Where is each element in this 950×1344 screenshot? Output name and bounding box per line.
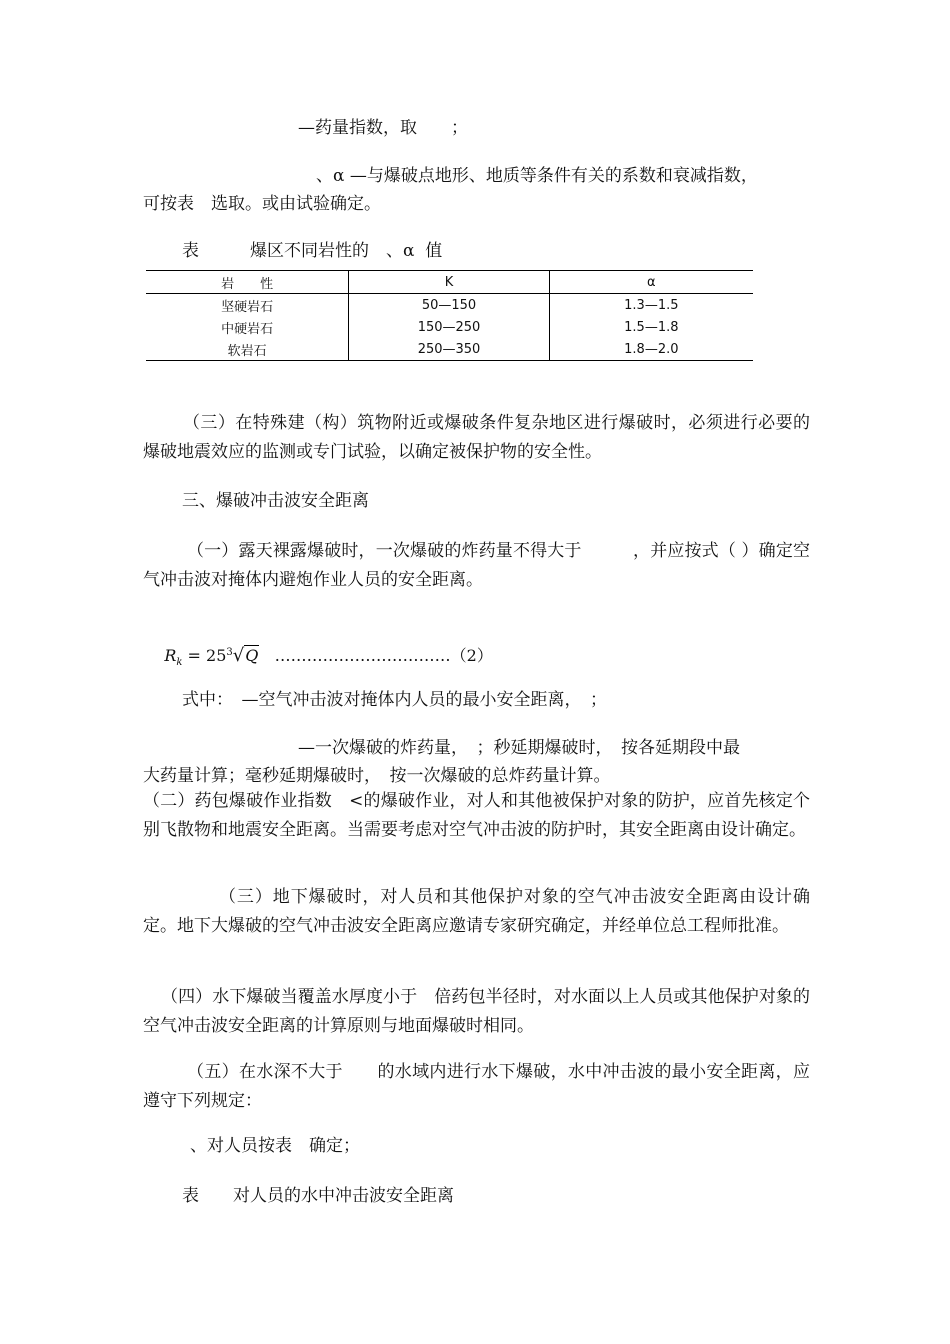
paragraph: （三）地下爆破时，对人员和其他保护对象的空气冲击波安全距离由设计确定。地下大爆破的空气冲击波安全距离应邀请专家研究确定，并经单位总工程师批准。 bbox=[143, 887, 810, 936]
paragraph: （二）药包爆破作业指数 <的爆破作业，对人和其他被保护对象的防护，应首先核定个别飞散物和地震安全距离。当需要考虑对空气冲击波的防护时，其安全距离由设计确定。 bbox=[143, 791, 810, 840]
formula-coefficient: = 25 bbox=[182, 646, 227, 665]
paragraph: （一）露天裸露爆破时，一次爆破的炸药量不得大于 ，并应按式（ ）确定空气冲击波对掩体内避炮作业人员的安全距离。 bbox=[143, 541, 810, 590]
radical-sign: √ bbox=[232, 645, 245, 666]
text-line: —一次爆破的炸药量， ；秒延期爆破时， 按各延期段中最 bbox=[298, 738, 740, 758]
formula-radicand: Q bbox=[245, 646, 259, 665]
text-line: 可按表 选取。或由试验确定。 bbox=[143, 194, 381, 214]
table-cell: 1.3—1.5 bbox=[549, 294, 753, 317]
table-header-cell: 岩 性 bbox=[146, 271, 349, 294]
formula-symbol: R bbox=[164, 646, 177, 665]
table-caption: 表 对人员的水中冲击波安全距离 bbox=[182, 1186, 454, 1206]
text-line: 大药量计算；毫秒延期爆破时， 按一次爆破的总炸药量计算。 bbox=[143, 766, 611, 786]
table-header-cell: α bbox=[549, 271, 753, 294]
formula-2 bbox=[144, 623, 493, 696]
text-line: —药量指数，取 ； bbox=[298, 118, 468, 138]
paragraph: （五）在水深不大于 的水域内进行水下爆破，水中冲击波的最小安全距离，应遵守下列规定： bbox=[143, 1062, 810, 1111]
table-cell: 50—150 bbox=[349, 294, 549, 317]
section-heading: 三、爆破冲击波安全距离 bbox=[182, 491, 369, 511]
table-cell: 中硬岩石 bbox=[221, 321, 274, 337]
formula-subscript: k bbox=[176, 657, 183, 669]
paragraph: （四）水下爆破当覆盖水厚度小于 倍药包半径时，对水面以上人员或其他保护对象的空气冲击波安全距离的计算原则与地面爆破时相同。 bbox=[143, 987, 810, 1036]
table-cell: 150—250 bbox=[349, 316, 549, 338]
paragraph: （三）在特殊建（构）筑物附近或爆破条件复杂地区进行爆破时，必须进行必要的爆破地震效应的监测或专门试验，以确定被保护物的安全性。 bbox=[143, 413, 810, 462]
table-header-cell: K bbox=[349, 271, 549, 294]
text-line: 、对人员按表 确定； bbox=[190, 1136, 360, 1156]
table-header-row bbox=[146, 271, 753, 294]
formula-dots: ……………………………（2） bbox=[259, 646, 493, 665]
table-cell: 1.5—1.8 bbox=[549, 316, 753, 338]
formula-root-index: 3 bbox=[226, 647, 233, 658]
table-row bbox=[146, 294, 753, 317]
table-row bbox=[146, 338, 753, 361]
text-line: 式中： —空气冲击波对掩体内人员的最小安全距离， ； bbox=[182, 690, 607, 710]
table-cell: 软岩石 bbox=[146, 338, 349, 361]
table-cell: 坚硬岩石 bbox=[221, 299, 274, 315]
table-cell: 250—350 bbox=[349, 338, 549, 361]
table-row bbox=[146, 316, 753, 338]
rock-coefficient-table bbox=[146, 270, 753, 361]
table-caption: 表 爆区不同岩性的 、α 值 bbox=[182, 241, 443, 261]
table-cell: 1.8—2.0 bbox=[549, 338, 753, 361]
text-line: 、α —与爆破点地形、地质等条件有关的系数和衰减指数， bbox=[316, 166, 758, 186]
